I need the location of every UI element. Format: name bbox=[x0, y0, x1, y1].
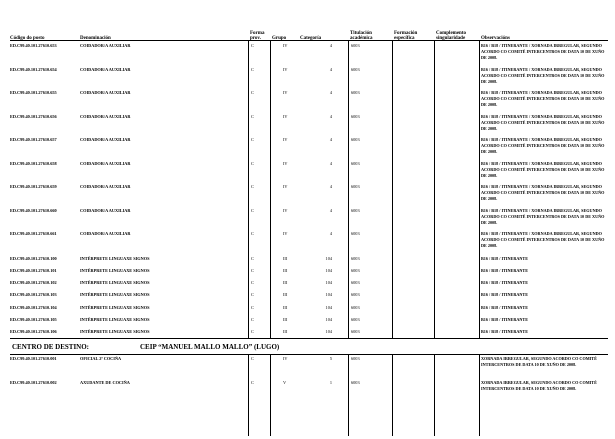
cell-titulacion: 6003 bbox=[351, 268, 360, 273]
cell-codigo: ED.C99.40.101.27610.103 bbox=[10, 292, 57, 297]
column-divider bbox=[479, 354, 480, 436]
header-complemento: Complemento singularidade bbox=[436, 30, 466, 42]
header-titulacion: Titulación académica bbox=[350, 30, 373, 42]
cell-categoria: 4 bbox=[329, 137, 332, 142]
cell-forma-prov: C bbox=[251, 208, 254, 213]
column-divider bbox=[248, 40, 249, 338]
cell-codigo: ED.C99.40.101.27610.657 bbox=[10, 137, 57, 142]
cell-titulacion: 6003 bbox=[351, 184, 360, 189]
centro-destino-label: CENTRO DE DESTINO: bbox=[12, 343, 90, 351]
cell-observacions: XORNADA IRREGULAR, SEGUNDO ACORDO CO COMITÉ INTERCENTROS DE DATA 10 DE XUÑO DE 2008. bbox=[481, 380, 597, 391]
header-categoria: Categoría bbox=[300, 36, 322, 42]
cell-categoria: 4 bbox=[329, 114, 332, 119]
cell-observacions: B16 / B18 / ITINERANTE / XORNADA IRREGULAR, SEGUNDO ACORDO CO COMITÉ INTERCENTROS DE DATA 10 DE XUÑO DE 2008. bbox=[481, 114, 605, 131]
cell-codigo: ED.C99.40.101.27610.656 bbox=[10, 114, 57, 119]
cell-denominacion: INTÉRPRETE LINGUAXE SIGNOS bbox=[80, 280, 150, 285]
cell-grupo: IV bbox=[283, 90, 288, 95]
cell-grupo: III bbox=[283, 317, 288, 322]
cell-forma-prov: C bbox=[251, 90, 254, 95]
cell-forma-prov: C bbox=[251, 137, 254, 142]
cell-observacions: B16 / B18 / ITINERANTE bbox=[481, 317, 529, 322]
cell-titulacion: 6003 bbox=[351, 305, 360, 310]
cell-forma-prov: C bbox=[251, 280, 254, 285]
cell-observacions: B16 / B18 / ITINERANTE bbox=[481, 305, 529, 310]
cell-denominacion: INTÉRPRETE LINGUAXE SIGNOS bbox=[80, 305, 150, 310]
column-divider bbox=[434, 354, 435, 436]
cell-categoria: 4 bbox=[329, 90, 332, 95]
cell-denominacion: OFICIAL 2ª COCIÑA bbox=[80, 356, 122, 361]
cell-forma-prov: C bbox=[251, 161, 254, 166]
cell-codigo: ED.C99.40.101.27610.659 bbox=[10, 184, 57, 189]
header-codigo: Código do posto bbox=[10, 36, 45, 42]
cell-codigo: ED.C99.40.101.27610.654 bbox=[10, 67, 57, 72]
cell-forma-prov: C bbox=[251, 292, 254, 297]
cell-codigo: ED.C99.40.101.27610.002 bbox=[10, 380, 57, 385]
cell-categoria: 4 bbox=[329, 67, 332, 72]
cell-grupo: III bbox=[283, 280, 288, 285]
cell-categoria: 4 bbox=[329, 161, 332, 166]
header-denominacion: Denominación bbox=[80, 36, 111, 42]
cell-denominacion: COIDADOR/A AUXILIAR bbox=[80, 43, 131, 48]
cell-codigo: ED.C99.40.101.27610.653 bbox=[10, 43, 57, 48]
cell-observacions: XORNADA IRREGULAR, SEGUNDO ACORDO CO COMITÉ INTERCENTROS DE DATA 10 DE XUÑO DE 2008. bbox=[481, 356, 597, 367]
cell-grupo: III bbox=[283, 292, 288, 297]
cell-grupo: IV bbox=[283, 356, 288, 361]
cell-grupo: IV bbox=[283, 184, 288, 189]
cell-categoria: 104 bbox=[325, 329, 332, 334]
cell-observacions: B16 / B18 / ITINERANTE bbox=[481, 256, 529, 261]
cell-titulacion: 6003 bbox=[351, 356, 360, 361]
cell-forma-prov: C bbox=[251, 43, 254, 48]
cell-codigo: ED.C99.40.101.27610.101 bbox=[10, 268, 57, 273]
cell-codigo: ED.C99.40.101.27610.661 bbox=[10, 231, 57, 236]
cell-titulacion: 6003 bbox=[351, 317, 360, 322]
cell-denominacion: INTÉRPRETE LINGUAXE SIGNOS bbox=[80, 329, 150, 334]
cell-forma-prov: C bbox=[251, 329, 254, 334]
cell-denominacion: AXUDANTE DE COCIÑA bbox=[80, 380, 130, 385]
cell-codigo: ED.C99.40.101.27610.104 bbox=[10, 305, 57, 310]
header-forma-prov: Forma prov. bbox=[250, 30, 265, 42]
block-end-rule bbox=[10, 338, 608, 339]
cell-observacions: B16 / B18 / ITINERANTE / XORNADA IRREGULAR, SEGUNDO ACORDO CO COMITÉ INTERCENTROS DE DATA 10 DE XUÑO DE 2008. bbox=[481, 208, 605, 225]
cell-observacions: B16 / B18 / ITINERANTE bbox=[481, 329, 529, 334]
cell-grupo: IV bbox=[283, 43, 288, 48]
cell-observacions: B16 / B18 / ITINERANTE / XORNADA IRREGULAR, SEGUNDO ACORDO CO COMITÉ INTERCENTROS DE DATA 10 DE XUÑO DE 2008. bbox=[481, 137, 605, 154]
cell-codigo: ED.C99.40.101.27610.001 bbox=[10, 356, 57, 361]
cell-grupo: IV bbox=[283, 208, 288, 213]
header-observacions: Observacións bbox=[481, 36, 510, 42]
cell-forma-prov: C bbox=[251, 317, 254, 322]
cell-titulacion: 6003 bbox=[351, 292, 360, 297]
cell-titulacion: 6003 bbox=[351, 280, 360, 285]
cell-codigo: ED.C99.40.101.27610.105 bbox=[10, 317, 57, 322]
cell-titulacion: 6003 bbox=[351, 329, 360, 334]
cell-denominacion: COIDADOR/A AUXILIAR bbox=[80, 161, 131, 166]
cell-titulacion: 6003 bbox=[351, 208, 360, 213]
cell-titulacion: 6003 bbox=[351, 67, 360, 72]
column-divider bbox=[348, 354, 349, 436]
cell-categoria: 4 bbox=[329, 231, 332, 236]
cell-observacions: B16 / B18 / ITINERANTE bbox=[481, 268, 529, 273]
cell-forma-prov: C bbox=[251, 231, 254, 236]
cell-forma-prov: C bbox=[251, 380, 254, 385]
cell-categoria: 4 bbox=[329, 43, 332, 48]
cell-observacions: B16 / B18 / ITINERANTE / XORNADA IRREGULAR, SEGUNDO ACORDO CO COMITÉ INTERCENTROS DE DATA 10 DE XUÑO DE 2008. bbox=[481, 161, 605, 178]
cell-observacions: B16 / B18 / ITINERANTE / XORNADA IRREGULAR, SEGUNDO ACORDO CO COMITÉ INTERCENTROS DE DATA 10 DE XUÑO DE 2008. bbox=[481, 231, 605, 248]
cell-forma-prov: C bbox=[251, 256, 254, 261]
cell-grupo: III bbox=[283, 256, 288, 261]
column-divider bbox=[392, 40, 393, 338]
column-divider bbox=[348, 40, 349, 338]
cell-denominacion: INTÉRPRETE LINGUAXE SIGNOS bbox=[80, 292, 150, 297]
column-divider bbox=[479, 40, 480, 338]
cell-denominacion: INTÉRPRETE LINGUAXE SIGNOS bbox=[80, 317, 150, 322]
cell-codigo: ED.C99.40.101.27610.100 bbox=[10, 256, 57, 261]
header-grupo: Grupo bbox=[272, 36, 287, 42]
cell-observacions: B16 / B18 / ITINERANTE bbox=[481, 280, 529, 285]
cell-codigo: ED.C99.40.101.27610.102 bbox=[10, 280, 57, 285]
cell-titulacion: 6003 bbox=[351, 231, 360, 236]
cell-codigo: ED.C99.40.101.27610.655 bbox=[10, 90, 57, 95]
cell-grupo: IV bbox=[283, 231, 288, 236]
cell-titulacion: 6003 bbox=[351, 114, 360, 119]
cell-codigo: ED.C99.40.101.27610.658 bbox=[10, 161, 57, 166]
cell-denominacion: COIDADOR/A AUXILIAR bbox=[80, 114, 131, 119]
cell-titulacion: 6003 bbox=[351, 256, 360, 261]
cell-grupo: IV bbox=[283, 137, 288, 142]
cell-grupo: IV bbox=[283, 114, 288, 119]
cell-categoria: 104 bbox=[325, 280, 332, 285]
cell-observacions: B16 / B18 / ITINERANTE / XORNADA IRREGULAR, SEGUNDO ACORDO CO COMITÉ INTERCENTROS DE DATA 10 DE XUÑO DE 2008. bbox=[481, 67, 605, 84]
cell-forma-prov: C bbox=[251, 305, 254, 310]
cell-denominacion: COIDADOR/A AUXILIAR bbox=[80, 67, 131, 72]
section-rule bbox=[10, 354, 608, 355]
column-divider bbox=[392, 354, 393, 436]
cell-categoria: 104 bbox=[325, 305, 332, 310]
cell-observacions: B16 / B18 / ITINERANTE / XORNADA IRREGULAR, SEGUNDO ACORDO CO COMITÉ INTERCENTROS DE DATA 10 DE XUÑO DE 2008. bbox=[481, 184, 605, 201]
cell-observacions: B16 / B18 / ITINERANTE / XORNADA IRREGULAR, SEGUNDO ACORDO CO COMITÉ INTERCENTROS DE DATA 10 DE XUÑO DE 2008. bbox=[481, 43, 605, 60]
column-divider bbox=[434, 40, 435, 338]
cell-categoria: 104 bbox=[325, 268, 332, 273]
cell-forma-prov: C bbox=[251, 67, 254, 72]
cell-observacions: B16 / B18 / ITINERANTE bbox=[481, 292, 529, 297]
cell-forma-prov: C bbox=[251, 268, 254, 273]
cell-forma-prov: C bbox=[251, 114, 254, 119]
cell-titulacion: 6003 bbox=[351, 90, 360, 95]
cell-denominacion: INTÉRPRETE LINGUAXE SIGNOS bbox=[80, 268, 150, 273]
cell-denominacion: COIDADOR/A AUXILIAR bbox=[80, 184, 131, 189]
cell-denominacion: COIDADOR/A AUXILIAR bbox=[80, 137, 131, 142]
cell-categoria: 104 bbox=[325, 317, 332, 322]
cell-categoria: 104 bbox=[325, 256, 332, 261]
cell-grupo: III bbox=[283, 305, 288, 310]
cell-categoria: 104 bbox=[325, 292, 332, 297]
cell-denominacion: COIDADOR/A AUXILIAR bbox=[80, 208, 131, 213]
cell-codigo: ED.C99.40.101.27610.660 bbox=[10, 208, 57, 213]
cell-titulacion: 6003 bbox=[351, 43, 360, 48]
cell-forma-prov: C bbox=[251, 184, 254, 189]
cell-titulacion: 6003 bbox=[351, 137, 360, 142]
cell-titulacion: 6003 bbox=[351, 161, 360, 166]
cell-categoria: 4 bbox=[329, 184, 332, 189]
cell-denominacion: COIDADOR/A AUXILIAR bbox=[80, 231, 131, 236]
cell-denominacion: INTÉRPRETE LINGUAXE SIGNOS bbox=[80, 256, 150, 261]
cell-titulacion: 6003 bbox=[351, 380, 360, 385]
column-divider bbox=[248, 354, 249, 436]
column-divider bbox=[270, 40, 271, 338]
cell-grupo: V bbox=[283, 380, 287, 385]
cell-codigo: ED.C99.40.101.27610.106 bbox=[10, 329, 57, 334]
cell-grupo: IV bbox=[283, 161, 288, 166]
cell-categoria: 5 bbox=[329, 356, 332, 361]
cell-categoria: 4 bbox=[329, 208, 332, 213]
centro-destino-name: CEIP “MANUEL MALLO MALLO” (LUGO) bbox=[140, 343, 280, 351]
header-rule bbox=[10, 40, 608, 41]
cell-forma-prov: C bbox=[251, 356, 254, 361]
cell-categoria: 1 bbox=[329, 380, 332, 385]
cell-observacions: B16 / B18 / ITINERANTE / XORNADA IRREGULAR, SEGUNDO ACORDO CO COMITÉ INTERCENTROS DE DATA 10 DE XUÑO DE 2008. bbox=[481, 90, 605, 107]
cell-denominacion: COIDADOR/A AUXILIAR bbox=[80, 90, 131, 95]
cell-grupo: III bbox=[283, 268, 288, 273]
column-divider bbox=[270, 354, 271, 436]
cell-grupo: IV bbox=[283, 67, 288, 72]
cell-grupo: III bbox=[283, 329, 288, 334]
header-formacion: Formación específica bbox=[394, 30, 418, 42]
